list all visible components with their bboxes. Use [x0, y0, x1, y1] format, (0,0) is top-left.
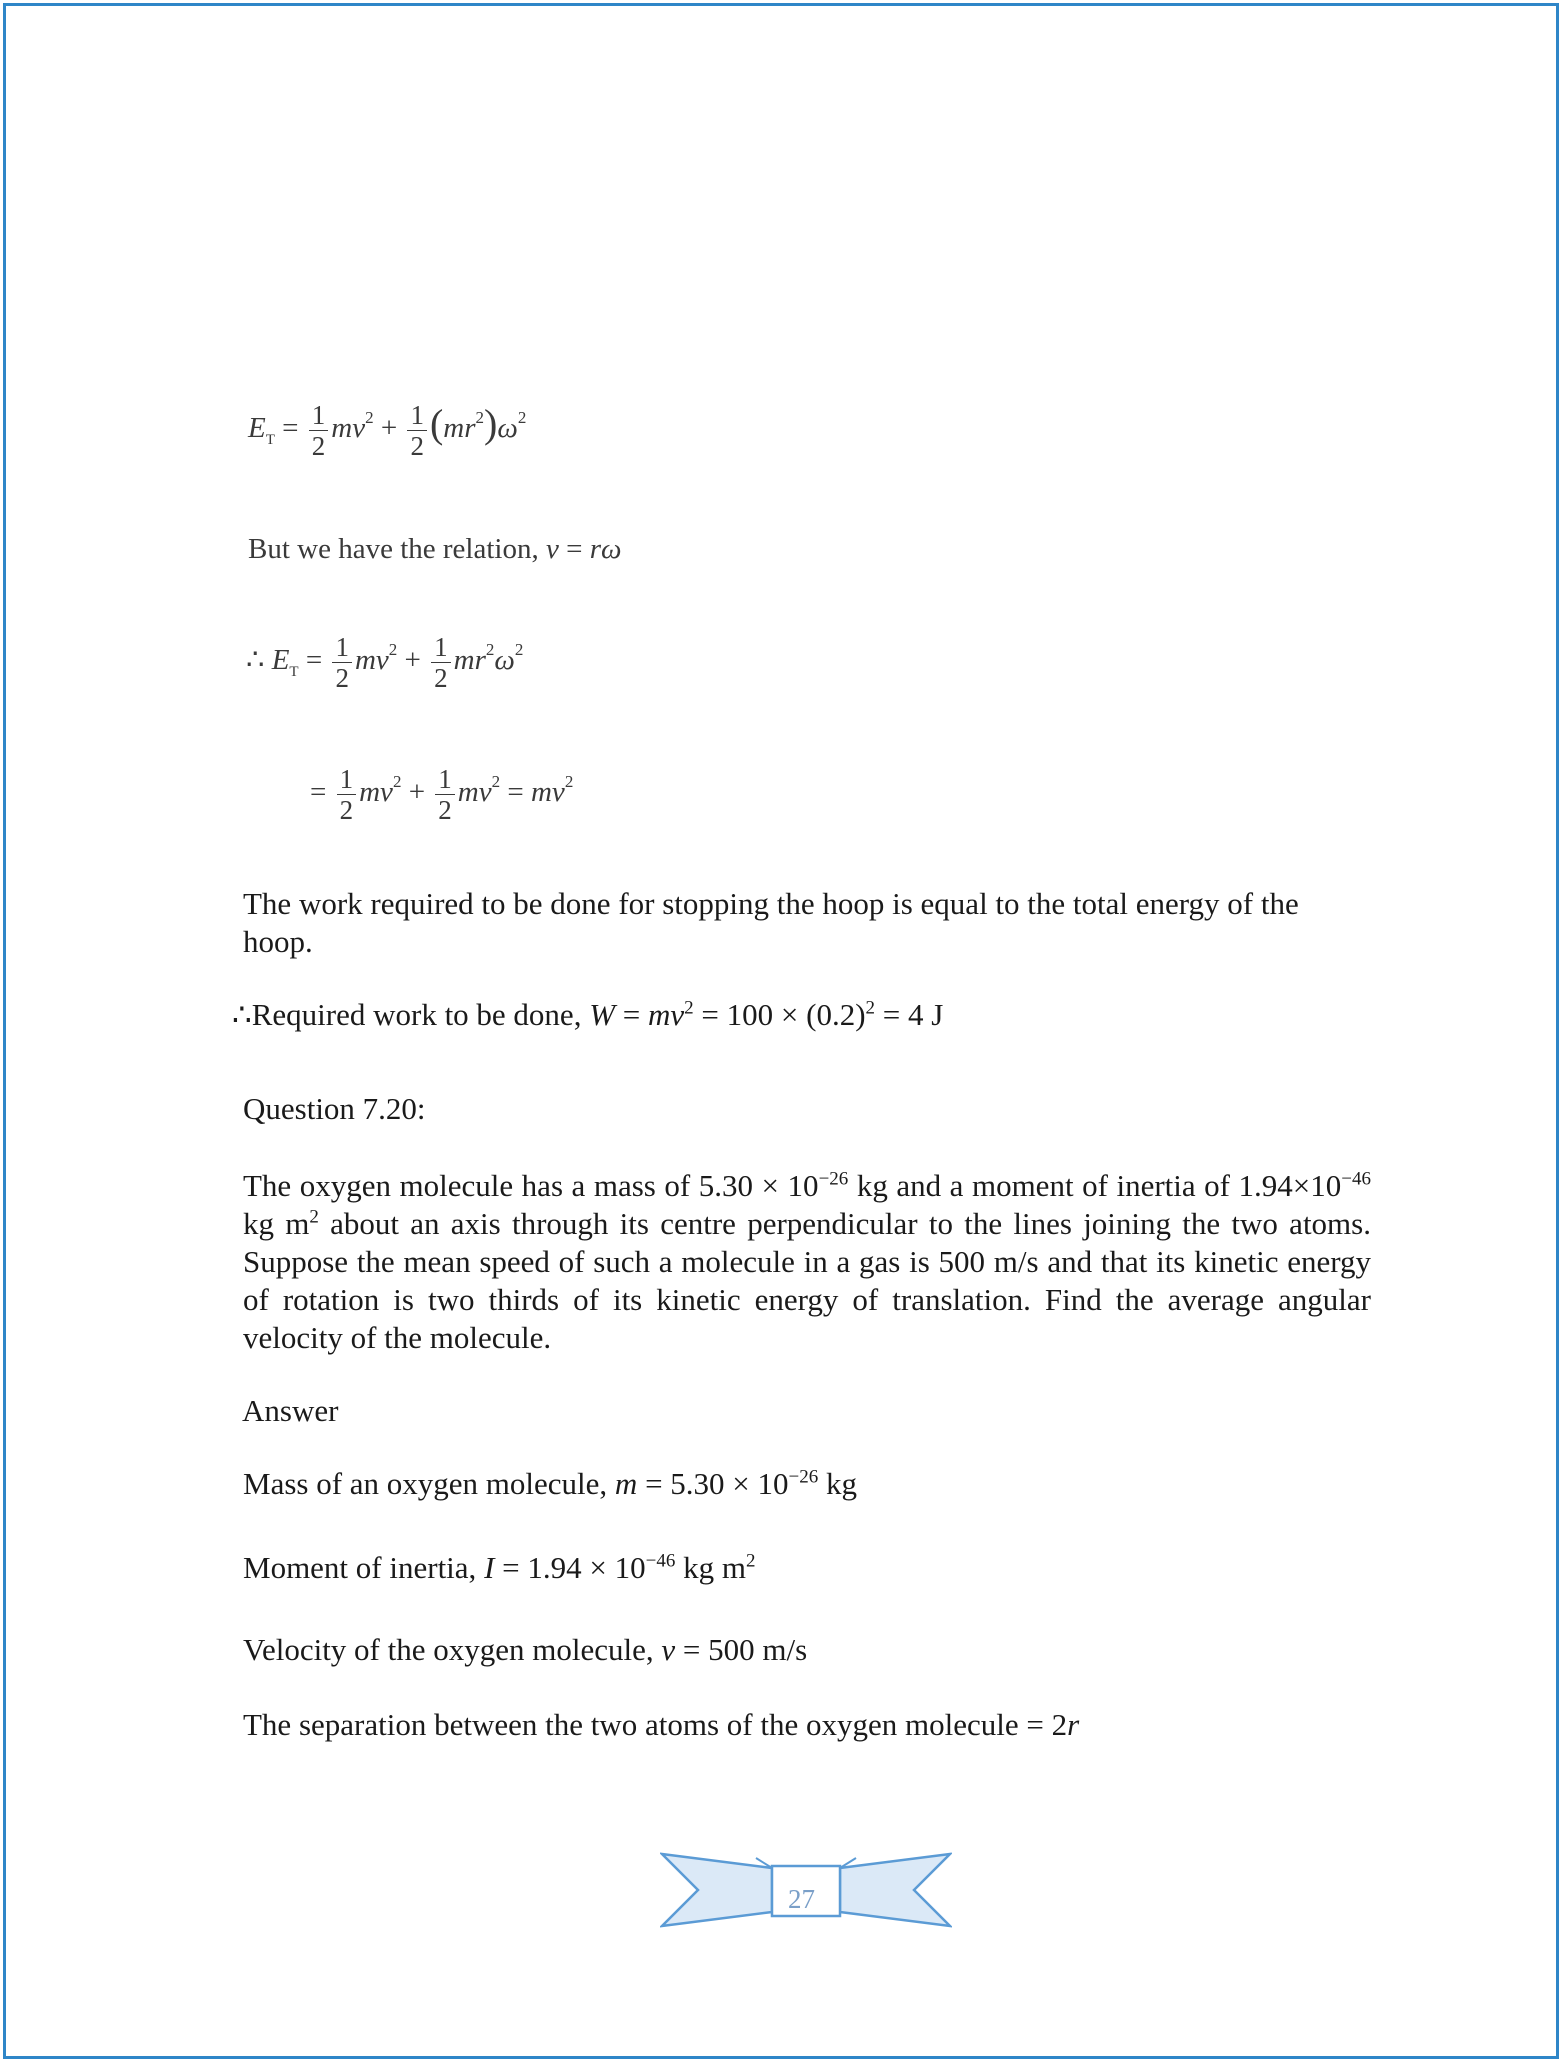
- required-work-line: ∴Required work to be done, $W = mv^2 = 100 \times (0.2)^2 = 4$ J: [232, 997, 944, 1032]
- relation-line: But we have the relation, v = rω: [248, 533, 622, 565]
- separation-line: The separation between the two atoms of the oxygen molecule = 2r: [243, 1707, 1080, 1742]
- equation-total-energy-2: ∴ $E_T$ = $\frac{1}{2}$ $mv^2$ + $\frac{1}{2}$ $mr^2\omega^2$: [246, 632, 524, 693]
- inertia-line: Moment of inertia, $I = 1.94 \times 10^{-46}$ kg $m^2$: [243, 1550, 756, 1585]
- answer-label: Answer: [242, 1393, 339, 1428]
- mass-line: Mass of an oxygen molecule, $m = 5.30 \times 10^{-26}$ kg: [243, 1466, 857, 1501]
- work-paragraph: The work required to be done for stopping the hoop is equal to the total energy of the hoop.: [243, 886, 1299, 959]
- question-title: Question 7.20:: [243, 1091, 426, 1126]
- velocity-line: Velocity of the oxygen molecule, v = 500 m/s: [243, 1632, 808, 1667]
- equation-simplified: = $\frac{1}{2}$ $mv^2$ + $\frac{1}{2}$ $mv^2 = mv^2$: [310, 764, 574, 825]
- page-number: 27: [788, 1884, 815, 1914]
- question-paragraph: The oxygen molecule has a mass of $5.30 \times 10^{-26}$ kg and a moment of inertia of $1.94\times 10^{-46}$ kg $m^2$ about an axis through its centre perpendicular to the lines joining the two atoms. Suppose the mean speed of such a molecule in a gas is 500 m/s and that its kinetic energy of rotation is two thirds of its kinetic energy of translation. Find the average angular velocity of the molecule.: [243, 1168, 1371, 1355]
- equation-total-energy: $E_T$ = $\frac{1}{2}$ $mv^2$ + $\frac{1}{2}$ $(mr^2)\omega^2$: [248, 400, 527, 461]
